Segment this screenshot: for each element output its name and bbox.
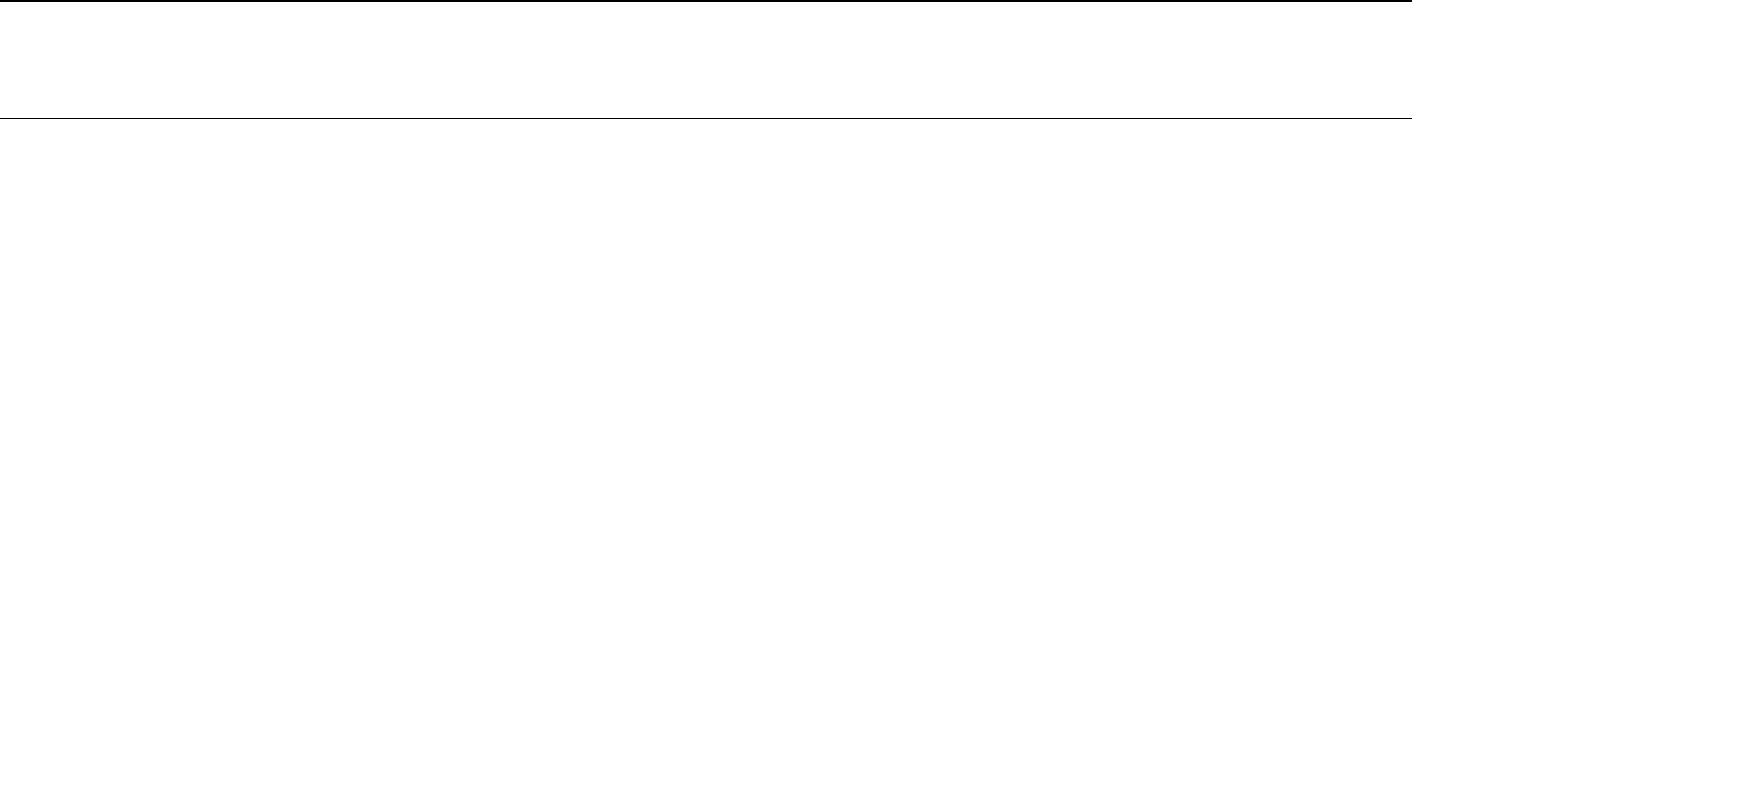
goals-risks-divider (0, 118, 1412, 119)
goals-risks-border (0, 0, 1412, 2)
